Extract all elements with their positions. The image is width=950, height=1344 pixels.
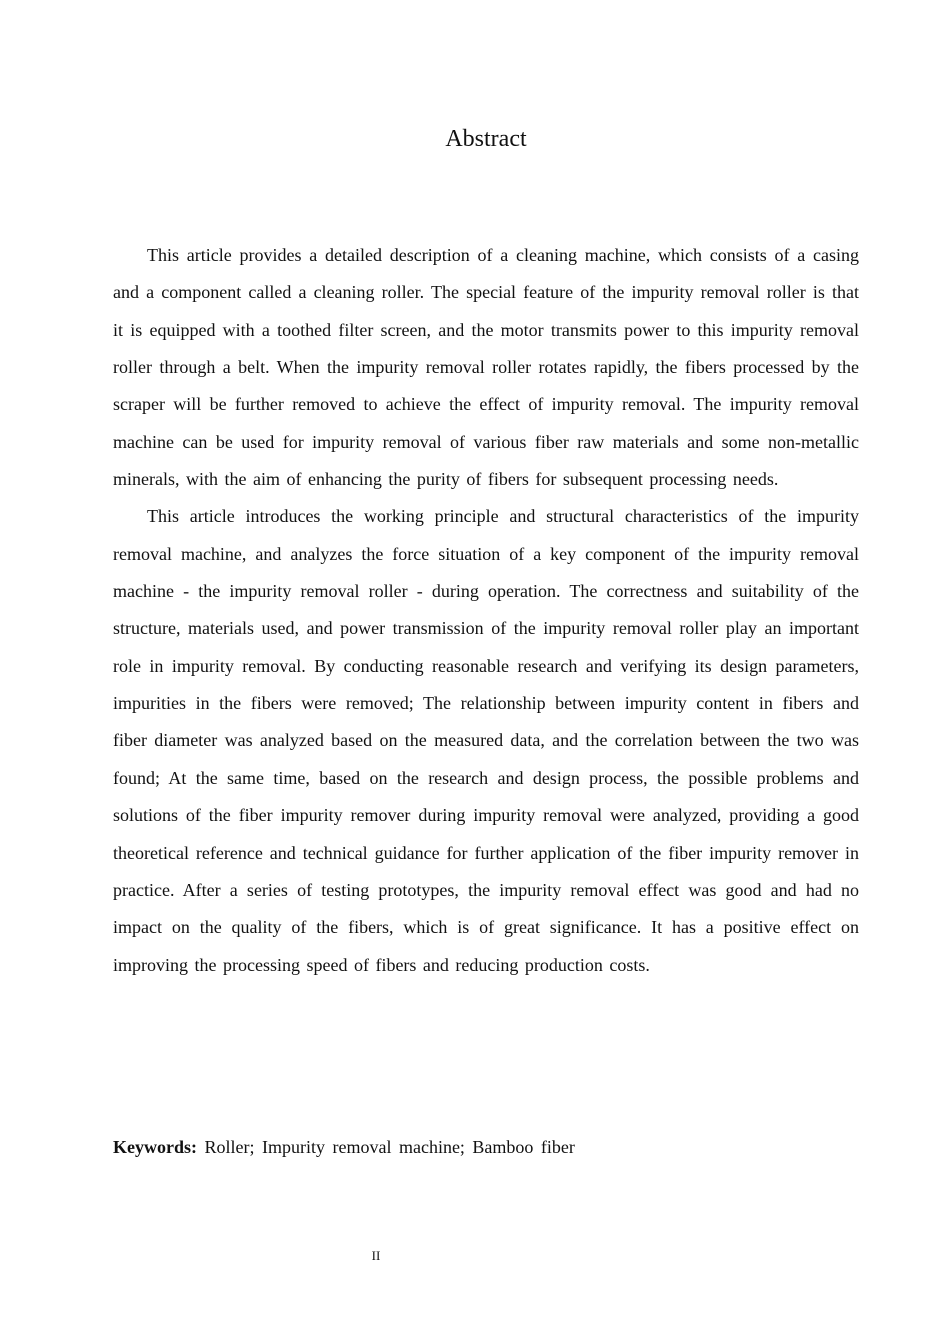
abstract-paragraph-2: This article introduces the working principle and structural characteristics of the impurity removal machine, and analyzes the force situation of a key component of the impurity removal machine - the impurity removal roller - during operation. The correctness and suitability of the structure, materials used, and power transmission of the impurity removal roller play an important role in impurity removal. By conducting reasonable research and verifying its design parameters, impurities in the fibers were removed; The relationship between impurity content in fibers and fiber diameter was analyzed based on the measured data, and the correlation between the two was found; At the same time, based on the research and design process, the possible problems and solutions of the fiber impurity remover during impurity removal were analyzed, providing a good theoretical reference and technical guidance for further application of the fiber impurity remover in practice. After a series of testing prototypes, the impurity removal effect was good and had no impact on the quality of the fibers, which is of great significance. It has a positive effect on improving the processing speed of fibers and reducing production costs. <box>113 506 859 975</box>
abstract-paragraph-1: This article provides a detailed description of a cleaning machine, which consists of a casing and a component called a cleaning roller. The special feature of the impurity removal roller is that it is equipped with a toothed filter screen, and the motor transmits power to this impurity removal roller through a belt. When the impurity removal roller rotates rapidly, the fibers processed by the scraper will be further removed to achieve the effect of impurity removal. The impurity removal machine can be used for impurity removal of various fiber raw materials and some non-metallic minerals, with the aim of enhancing the purity of fibers for subsequent processing needs. <box>113 245 859 490</box>
abstract-title: Abstract <box>445 126 527 152</box>
page-number: II <box>371 1248 381 1263</box>
keywords-line <box>113 1131 859 1163</box>
abstract-body <box>113 237 859 984</box>
keywords-label: Keywords: <box>113 1137 197 1157</box>
keywords-text: Roller; Impurity removal machine; Bamboo fiber <box>204 1137 575 1157</box>
